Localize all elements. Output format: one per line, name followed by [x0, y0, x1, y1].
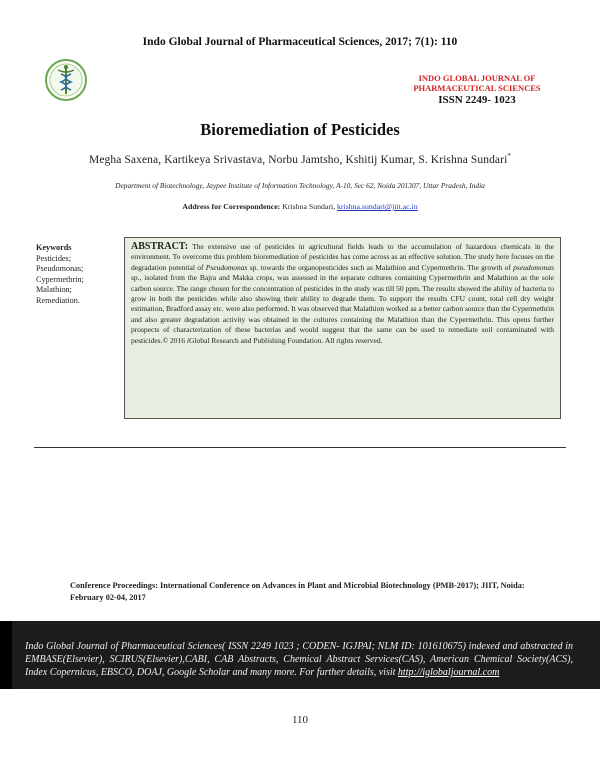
- journal-issn: ISSN 2249- 1023: [438, 94, 516, 106]
- abstract-species-name: pseudomonas: [513, 262, 555, 272]
- abstract-text: The extensive use of pesticides in agricultural fields leads to the accumulation of hazardous chemicals in the environment. To overcome this problem bioremediation of pesticides has come across as an effective solution. The study here focuses on the degradation potential of: [131, 242, 554, 272]
- abstract-box: [124, 237, 561, 419]
- keyword-item: Pseudomonas;: [36, 264, 84, 274]
- caduceus-seal-icon: [44, 58, 88, 102]
- keyword-item: Remediation.: [36, 295, 80, 305]
- article-authors: [0, 152, 600, 166]
- author-affiliation: Department of Biotechnology, Jaypee Institute of Information Technology, A-10, Sec 62, Noida 201307, Uttar Pradesh, India: [115, 181, 485, 190]
- abstract-publisher-prefix: i: [186, 335, 189, 345]
- section-divider: [34, 447, 566, 448]
- journal-name: INDO GLOBAL JOURNAL OF PHARMACEUTICAL SCIENCES: [413, 73, 541, 93]
- correspondence-line: [0, 202, 600, 211]
- page-number: 110: [291, 714, 309, 726]
- keywords-heading: Keywords: [36, 243, 72, 252]
- correspondence-email-link[interactable]: krishna.sundari@jiit.ac.in: [337, 202, 418, 211]
- abstract-text: sp. towards the organopesticides such as Malathion and Cypermethrin. The growth of: [249, 262, 511, 272]
- abstract-species-name: Pseudomonas: [205, 262, 248, 272]
- author-list: Megha Saxena, Kartikeya Srivastava, Norbu Jamtsho, Kshitij Kumar, S. Krishna Sundari: [89, 153, 508, 166]
- correspondence-label: Address for Correspondence:: [182, 202, 281, 211]
- corresponding-mark: *: [507, 152, 511, 160]
- conference-note: Conference Proceedings: International Conference on Advances in Plant and Microbial Biotechnology (PMB-2017); JIIT, Noida: February 02-04, 2017: [70, 581, 525, 602]
- article-title: Bioremediation of Pesticides: [200, 120, 400, 139]
- journal-name-box: [392, 73, 562, 105]
- correspondence-name: Krishna Sundari,: [282, 202, 336, 211]
- abstract-text: sp., isolated from the Bajra and Makka crops, was assessed in the separate cultures containing Cypermethrin and Malathion as the sole carbon source. The range chosen for the concentration of pesticides in the study was till 50 ppm. The results showed the ability of bacteria to grow in both the pesticides while also showing their ability to degrade them. To support the results CFU count, total cell dry weight estimation, Bradford assay etc. were also performed. It was observed that Malathion worked as a better carbon source than the Cypermethrin and also greater degradation activity was obtained in the cultures containing the Malathion than the Cypermethrin. This opens further prospects of characterization of these bacterias and would suggest that the same can be used to remediate soil contaminated with pesticides.© 2016: [131, 273, 554, 345]
- journal-citation-header: Indo Global Journal of Pharmaceutical Sciences, 2017; 7(1): 110: [142, 36, 458, 48]
- footer-text: Indo Global Journal of Pharmaceutical Sciences( ISSN 2249 1023 ; CODEN- IGJPAI; NLM ID: 101610675) indexed and abstracted in EMBASE(Elsevier), SCIRUS(Elsevier),CABI, CAB Abstracts, Chemical Abstract Services(CAS), American Chemical Society(ACS), Index Copernicus, EBSCO, DOAJ, Google Scholar and many more. For further details, visit: [25, 641, 573, 678]
- journal-website-link[interactable]: http://iglobaljournal.com: [397, 667, 500, 678]
- keyword-item: Malathion;: [36, 285, 72, 295]
- abstract-text: Global Research and Publishing Foundation. All rights reserved.: [189, 335, 383, 345]
- footer-accent: [0, 621, 12, 689]
- abstract-heading: ABSTRACT:: [131, 241, 189, 252]
- keyword-item: Pesticides;: [36, 253, 72, 263]
- footer-indexing-note: [25, 640, 573, 679]
- keyword-item: Cypermethrin;: [36, 274, 84, 284]
- keywords-block: [36, 243, 116, 307]
